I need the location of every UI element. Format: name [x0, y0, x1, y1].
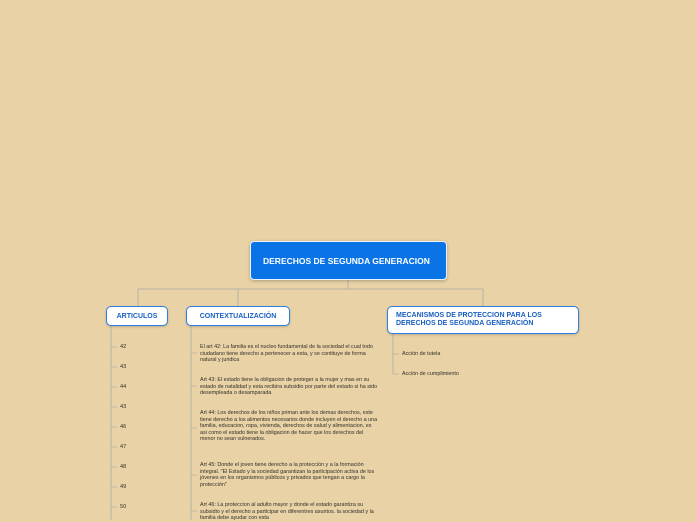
mecanismos-node[interactable] [387, 306, 579, 334]
root-to-branches-connector [138, 280, 483, 306]
contextualizacion-item[interactable]: Art 44: Los derechos de los niños priman ante los demas derechos, este tiene derecho a los alimentos necesarios donde incluyen el derecho a una familia, educacion, ropa, vivienda, derechos de salud y alimentacion, es asi como el estado tiene la obligacion de hacer que los derechos del menor no sean vulnerados. [200, 410, 378, 443]
articulos-label: ARTICULOS [116, 312, 158, 320]
central-topic-node[interactable] [250, 241, 447, 280]
contextualizacion-label: CONTEXTUALIZACIÓN [199, 312, 277, 320]
contextualizacion-item[interactable]: El art 42: La familia es el nucleo fundamental de la sociedad el cual todo ciudadano tiene derecho a pertenecer a esta, y se contituye de forma natural y juridica [200, 344, 373, 364]
mecanismo-item[interactable]: Acción de cumplimiento [402, 371, 459, 377]
articulos-node[interactable] [106, 306, 168, 326]
mecanismo-item[interactable]: Acción de tutela [402, 351, 441, 357]
articulo-item[interactable]: 43 [120, 404, 127, 410]
central-topic-label: DERECHOS DE SEGUNDA GENERACION [263, 255, 430, 266]
articulo-item[interactable]: 47 [120, 444, 127, 450]
contextualizacion-item[interactable]: Art 43: El estado tiene la obligacion de proteger a la mujer y mas en su estado de natalidad y esta recibira subsidio por parte del estado si ha sido desempleada o desamparada [200, 377, 378, 397]
articulo-item[interactable]: 48 [120, 464, 127, 470]
contextualizacion-node[interactable] [186, 306, 290, 326]
articulo-item[interactable]: 43 [120, 364, 127, 370]
mecanismos-label: MECANISMOS DE PROTECCION PARA LOS DERECHOS DE SEGUNDA GENERACIÓN [396, 312, 542, 327]
contextualizacion-item[interactable]: Art 46: La proteccion al adulto mayor y donde el estado garantiza su subsidio y el derecho a participar en diferentres asuntos. la sociedad y la familia debe ayudar con esta [200, 502, 374, 522]
contextualizacion-item[interactable]: Art 45: Donde el joven tiene derecho a la protección y a la formación integral. "El Estado y la sociedad garantizan la participación activa de los jóvenes en los organismos públicos y privados que tengan a cargo la protección" [200, 462, 375, 488]
articulo-item[interactable]: 49 [120, 484, 127, 490]
articulo-item[interactable]: 42 [120, 344, 127, 350]
articulo-item[interactable]: 44 [120, 384, 127, 390]
articulo-item[interactable]: 50 [120, 504, 127, 510]
articulo-item[interactable]: 46 [120, 424, 127, 430]
